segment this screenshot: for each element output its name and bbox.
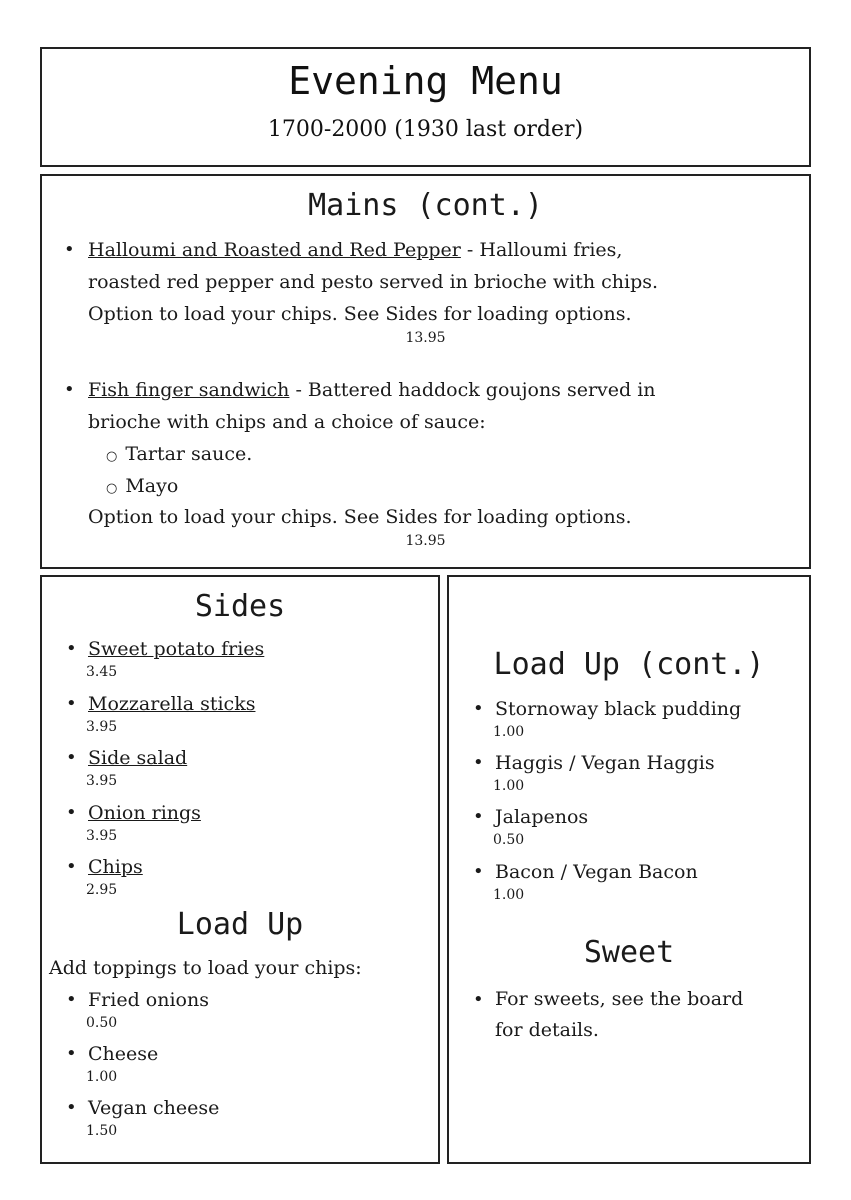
sauce-label: Tartar sauce. [125,443,253,465]
main-item-option-line: Option to load your chips. See Sides for loading options. [88,303,632,325]
topping-name: Fried onions [88,989,209,1011]
sweet-line: For sweets, see the board [495,988,744,1010]
main-item-price: 13.95 [405,533,446,549]
load-up-cont-title: Load Up (cont.) [493,647,765,682]
sides-loadup-section [40,575,440,1164]
topping-item [66,1096,219,1142]
loadup-sweet-section [447,575,811,1164]
bullet-icon: • [66,638,77,659]
bullet-icon: • [66,747,77,768]
load-up-intro: Add toppings to load your chips: [49,957,362,979]
main-item-desc: - Battered haddock goujons served in [289,379,656,401]
main-item-name: Fish finger sandwich [88,379,290,401]
topping-price: 0.50 [493,832,525,848]
topping-price: 1.00 [493,887,525,903]
bullet-icon: • [473,806,484,827]
bullet-icon: • [66,1043,77,1064]
side-item-name: Onion rings [88,802,201,824]
side-item [66,801,201,847]
side-item [66,692,255,738]
bullet-icon: • [64,379,75,400]
side-item-name: Sweet potato fries [88,638,265,660]
bullet-icon: • [66,1097,77,1118]
sauce-option-mayo [106,470,178,505]
main-item-price: 13.95 [405,330,446,346]
side-item [66,746,187,792]
side-item-price: 3.95 [86,719,118,735]
menu-hours: 1700-2000 (1930 last order) [267,117,584,142]
menu-title: Evening Menu [288,59,563,103]
bullet-icon: • [473,989,484,1010]
topping-price: 1.00 [493,724,525,740]
topping-item [473,751,715,797]
bullet-icon: • [66,989,77,1010]
load-up-title: Load Up [176,907,304,942]
side-item-name: Mozzarella sticks [88,693,256,715]
main-item-desc: - Halloumi fries, [460,239,623,261]
topping-name: Bacon / Vegan Bacon [495,861,698,883]
side-item-price: 3.45 [86,664,118,680]
sweet-item [473,984,743,1046]
side-item [66,637,264,683]
mains-title: Mains (cont.) [308,188,543,223]
bullet-icon: • [64,239,75,260]
circle-bullet-icon: ○ [106,481,118,496]
circle-bullet-icon: ○ [106,449,118,464]
bullet-icon: • [66,856,77,877]
topping-price: 1.50 [86,1123,118,1139]
bullet-icon: • [473,752,484,773]
side-item-price: 2.95 [86,882,118,898]
side-item-price: 3.95 [86,828,118,844]
bullet-icon: • [66,693,77,714]
topping-price: 1.00 [86,1069,118,1085]
topping-name: Vegan cheese [88,1097,220,1119]
main-item-halloumi [64,234,795,266]
sweet-line: for details. [495,1019,599,1041]
topping-item [66,1042,158,1088]
menu-header [40,47,811,167]
topping-name: Stornoway black pudding [495,698,742,720]
topping-item [473,805,588,851]
main-item-desc-line: roasted red pepper and pesto served in brioche with chips. [88,271,659,293]
bullet-icon: • [66,802,77,823]
main-item-desc-line: brioche with chips and a choice of sauce: [88,411,486,433]
bullet-icon: • [473,861,484,882]
topping-item [473,860,698,906]
topping-item [473,697,741,743]
topping-price: 0.50 [86,1015,118,1031]
mains-section [40,174,811,569]
topping-name: Jalapenos [495,806,589,828]
main-item-fish-finger [64,374,795,406]
main-item-option-line: Option to load your chips. See Sides for loading options. [88,506,632,528]
topping-name: Haggis / Vegan Haggis [495,752,715,774]
side-item-name: Side salad [88,747,188,769]
topping-item [66,988,209,1034]
main-item-name: Halloumi and Roasted and Red Pepper [88,239,461,261]
bullet-icon: • [473,698,484,719]
side-item-price: 3.95 [86,773,118,789]
topping-price: 1.00 [493,778,525,794]
sweet-title: Sweet [583,935,675,970]
side-item [66,855,143,901]
sides-title: Sides [194,589,286,624]
topping-name: Cheese [88,1043,159,1065]
sauce-option-tartar [106,438,252,473]
sauce-label: Mayo [125,475,179,497]
side-item-name: Chips [88,856,143,878]
